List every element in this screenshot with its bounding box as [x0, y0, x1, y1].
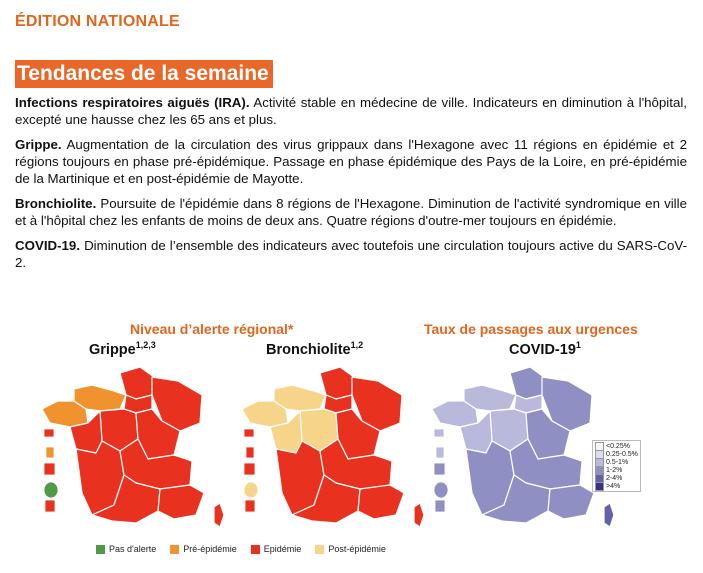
section-banner: Tendances de la semaine — [15, 60, 273, 88]
bronchiolite-dom-mayotte — [244, 482, 258, 498]
grippe-title-sup: 1,2,3 — [135, 340, 156, 350]
lead-bronchiolite: Bronchiolite. — [15, 196, 97, 211]
alert-legend — [96, 544, 400, 554]
grippe-dom-guyane — [44, 463, 55, 475]
grippe-region-paca — [158, 485, 204, 519]
bronchiolite-title-text: Bronchiolite — [266, 341, 351, 358]
legend-label: Pré-épidémie — [183, 544, 237, 554]
covid-dom-mayotte — [434, 482, 448, 498]
bronchiolite-dom-guyane — [244, 463, 255, 475]
lead-ira: Infections respiratoires aiguës (IRA). — [15, 95, 250, 110]
bronchiolite-dom-guadeloupe — [244, 429, 254, 437]
covid-map-title — [509, 340, 581, 358]
grippe-dom-guadeloupe — [44, 429, 54, 437]
legend-label: Post-épidémie — [328, 544, 386, 554]
text-ira: Activité stable en médecine de ville. Indicateurs en diminution à l'hôpital, excepté une hausse chez les 65 ans et plus. — [15, 95, 687, 127]
bronchiolite-map-title — [266, 340, 363, 358]
grippe-title-text: Grippe — [89, 341, 136, 358]
legend-swatch — [251, 545, 260, 554]
covid-title-text: COVID-19 — [509, 341, 576, 358]
bronchiolite-map — [240, 365, 430, 535]
legend-item-post-epidemie — [315, 544, 386, 554]
scale-label: 1-2% — [606, 466, 623, 474]
lead-grippe: Grippe. — [15, 137, 62, 152]
covid-dom-guadeloupe — [434, 429, 444, 437]
scale-label: 2-4% — [606, 474, 623, 482]
grippe-dom-mayotte — [44, 482, 58, 498]
covid-dom-martinique — [436, 447, 444, 458]
covid-region-paca — [548, 485, 594, 519]
covid-dom-guyane — [434, 463, 445, 475]
grippe-dom-martinique — [46, 447, 54, 458]
edition-label: ÉDITION NATIONALE — [15, 13, 180, 30]
legend-item-pre-epidemie — [170, 544, 237, 554]
legend-item-pas-alerte — [96, 544, 156, 554]
legend-swatch — [96, 545, 105, 554]
scale-label: 0.5-1% — [606, 458, 629, 466]
bronchiolite-title-sup: 1,2 — [350, 340, 364, 350]
bronchiolite-dom-martinique — [246, 447, 254, 458]
grippe-dom-reunion — [45, 500, 55, 512]
scale-row — [595, 482, 638, 490]
legend-swatch — [170, 545, 179, 554]
text-bronchiolite: Poursuite de l'épidémie dans 8 régions de l'Hexagone. Diminution de l'activité syndromique en ville et à l'hôpital chez les enfants de moins de deux ans. Quatre régions d'outre-mer toujours en épidémie. — [15, 196, 687, 228]
covid-scale-legend — [592, 440, 641, 492]
covid-title-sup: 1 — [575, 340, 581, 350]
scale-swatch — [595, 482, 604, 491]
bronchiolite-dom-reunion — [245, 500, 255, 512]
bronchiolite-region-paca — [358, 485, 404, 519]
bronchiolite-region-corse — [414, 503, 424, 527]
covid-dom-reunion — [435, 500, 445, 512]
legend-item-epidemie — [251, 544, 302, 554]
covid-region-corse — [604, 503, 614, 527]
alert-level-title: Niveau d’alerte régional* — [130, 321, 294, 337]
grippe-region-corse — [214, 503, 224, 527]
scale-label: 0.25-0.5% — [606, 450, 638, 458]
text-covid: Diminution de l’ensemble des indicateurs avec toutefois une circulation toujours active du SARS-CoV-2. — [15, 238, 687, 270]
paragraph-grippe — [15, 136, 687, 187]
grippe-map — [40, 365, 230, 535]
paragraph-covid — [15, 237, 687, 271]
scale-label: <0.25% — [606, 442, 630, 450]
text-grippe: Augmentation de la circulation des virus grippaux dans l'Hexagone avec 11 régions en épidémie et 2 régions toujours en phase pré-épidémique. Passage en phase épidémique des Pays de la Loire, en pré-épidémie de la Martinique et en post-épidémie de Mayotte. — [15, 137, 687, 186]
grippe-map-title — [89, 340, 156, 358]
paragraph-ira — [15, 94, 687, 128]
scale-label: >4% — [606, 482, 621, 490]
legend-swatch — [315, 545, 324, 554]
legend-label: Epidémie — [263, 544, 302, 554]
lead-covid: COVID-19. — [15, 238, 81, 253]
legend-label: Pas d'alerte — [109, 544, 157, 554]
er-visits-title: Taux de passages aux urgences — [424, 321, 638, 337]
paragraph-bronchiolite — [15, 195, 687, 229]
summary-text — [15, 94, 687, 279]
